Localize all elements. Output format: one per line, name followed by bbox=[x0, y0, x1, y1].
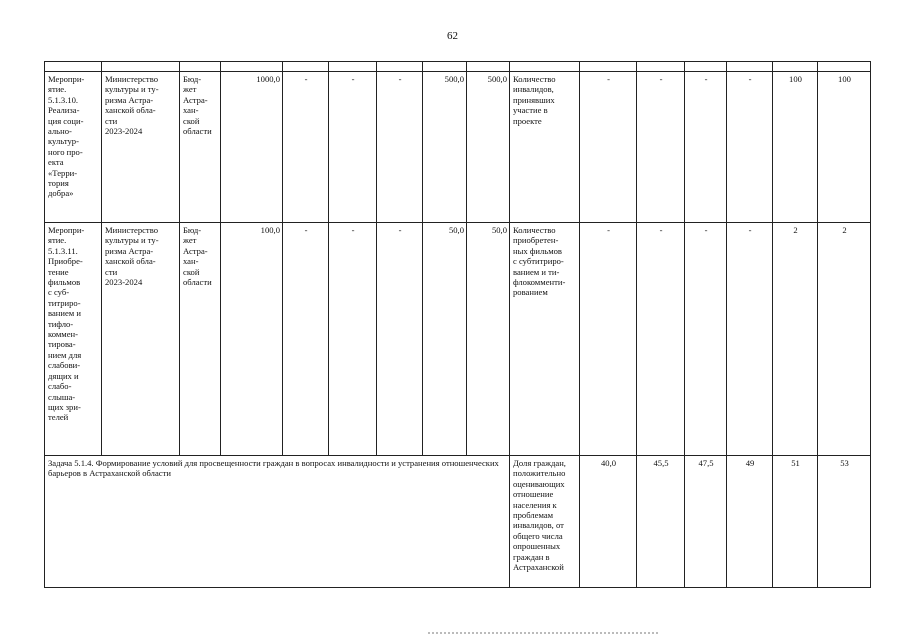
year-amount-cell: - bbox=[377, 223, 423, 456]
indicator-value-cell: - bbox=[637, 223, 685, 456]
funding-source-cell: Бюд- жет Астра- хан- ской области bbox=[180, 72, 221, 223]
event-cell: Меропри- ятие. 5.1.3.10. Реализа- ция соци- ально- культур- ного про- екта «Терри- тория добра» bbox=[45, 72, 102, 223]
task-row bbox=[45, 456, 871, 588]
year-amount-cell: 500,0 bbox=[423, 72, 467, 223]
indicator-value-cell: 53 bbox=[818, 456, 871, 588]
indicator-value-cell: - bbox=[727, 223, 773, 456]
executor-cell: Министерство культуры и ту- ризма Астра- ханской обла- сти 2023-2024 bbox=[102, 72, 180, 223]
table-row bbox=[45, 223, 871, 456]
indicator-value-cell: 40,0 bbox=[580, 456, 637, 588]
year-amount-cell: 50,0 bbox=[423, 223, 467, 456]
event-cell: Меропри- ятие. 5.1.3.11. Приобре- тение фильмов с суб- титриро- ванием и тифло- коммен- тирова- нием для слабови- дящих и слабо- слыша- щих зри- телей bbox=[45, 223, 102, 456]
year-amount-cell: - bbox=[283, 72, 329, 223]
executor-cell: Министерство культуры и ту- ризма Астра- ханской обла- сти 2023-2024 bbox=[102, 223, 180, 456]
indicator-cell: Количество инвалидов, принявших участие в проекте bbox=[510, 72, 580, 223]
indicator-value-cell: - bbox=[685, 223, 727, 456]
total-amount-cell: 100,0 bbox=[221, 223, 283, 456]
header-spacer-row bbox=[45, 62, 871, 72]
indicator-value-cell: - bbox=[727, 72, 773, 223]
indicator-value-cell: 100 bbox=[773, 72, 818, 223]
indicator-value-cell: - bbox=[580, 223, 637, 456]
indicator-value-cell: 51 bbox=[773, 456, 818, 588]
indicator-value-cell: 49 bbox=[727, 456, 773, 588]
indicator-value-cell: 2 bbox=[773, 223, 818, 456]
indicator-value-cell: 100 bbox=[818, 72, 871, 223]
year-amount-cell: 50,0 bbox=[467, 223, 510, 456]
funding-source-cell: Бюд- жет Астра- хан- ской области bbox=[180, 223, 221, 456]
year-amount-cell: 500,0 bbox=[467, 72, 510, 223]
indicator-value-cell: - bbox=[580, 72, 637, 223]
year-amount-cell: - bbox=[377, 72, 423, 223]
indicator-value-cell: 45,5 bbox=[637, 456, 685, 588]
total-amount-cell: 1000,0 bbox=[221, 72, 283, 223]
indicator-cell: Количество приобретен- ных фильмов с субтитриро- ванием и ти- флокомменти- рованием bbox=[510, 223, 580, 456]
indicator-value-cell: 2 bbox=[818, 223, 871, 456]
program-table bbox=[44, 61, 871, 588]
year-amount-cell: - bbox=[329, 223, 377, 456]
task-title-cell bbox=[45, 456, 510, 588]
task-title: Задача 5.1.4. Формирование условий для просвещенности граждан в вопросах инвалидности и устранения отношенческих барьеров в Астраханской области bbox=[48, 458, 499, 479]
indicator-value-cell: 47,5 bbox=[685, 456, 727, 588]
year-amount-cell: - bbox=[283, 223, 329, 456]
cropped-footer-line bbox=[428, 632, 658, 638]
indicator-cell: Доля граждан, положительно оценивающих отношение населения к проблемам инвалидов, от общего числа опрошенных граждан в Астраханской bbox=[510, 456, 580, 588]
indicator-value-cell: - bbox=[685, 72, 727, 223]
indicator-value-cell: - bbox=[637, 72, 685, 223]
page-number: 62 bbox=[447, 30, 458, 42]
table-row bbox=[45, 72, 871, 223]
year-amount-cell: - bbox=[329, 72, 377, 223]
